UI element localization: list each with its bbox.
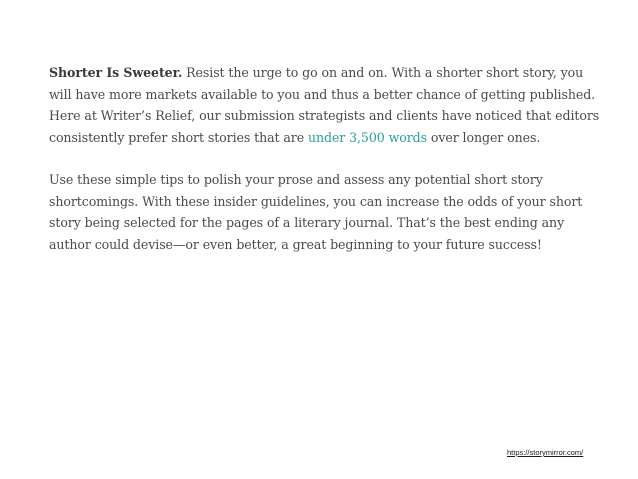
paragraph-text-before-link: Resist the urge to go on and on. With a shorter short story, you will have more markets available to you and thus a better chance of getting published. Here at Writer’s Relief, our submission strategists and clients have noticed that editors consistently prefer short stories that are bbox=[49, 65, 600, 145]
paragraph-tips-summary: Use these simple tips to polish your prose and assess any potential short story shortcomings. With these insider guidelines, you can increase the odds of your short story being selected for the pages of a literary journal. That’s the best ending any author could devise—or even better, a great beginning to your future success! bbox=[49, 172, 583, 252]
paragraph-lead-heading: Shorter Is Sweeter. bbox=[49, 65, 183, 80]
source-link[interactable]: https://storymirror.com/ bbox=[507, 448, 584, 457]
article-body bbox=[49, 62, 609, 276]
paragraph-shorter-is-sweeter bbox=[49, 62, 609, 148]
word-count-link[interactable]: under 3,500 words bbox=[307, 129, 427, 145]
paragraph-text-after-link: over longer ones. bbox=[426, 129, 541, 145]
